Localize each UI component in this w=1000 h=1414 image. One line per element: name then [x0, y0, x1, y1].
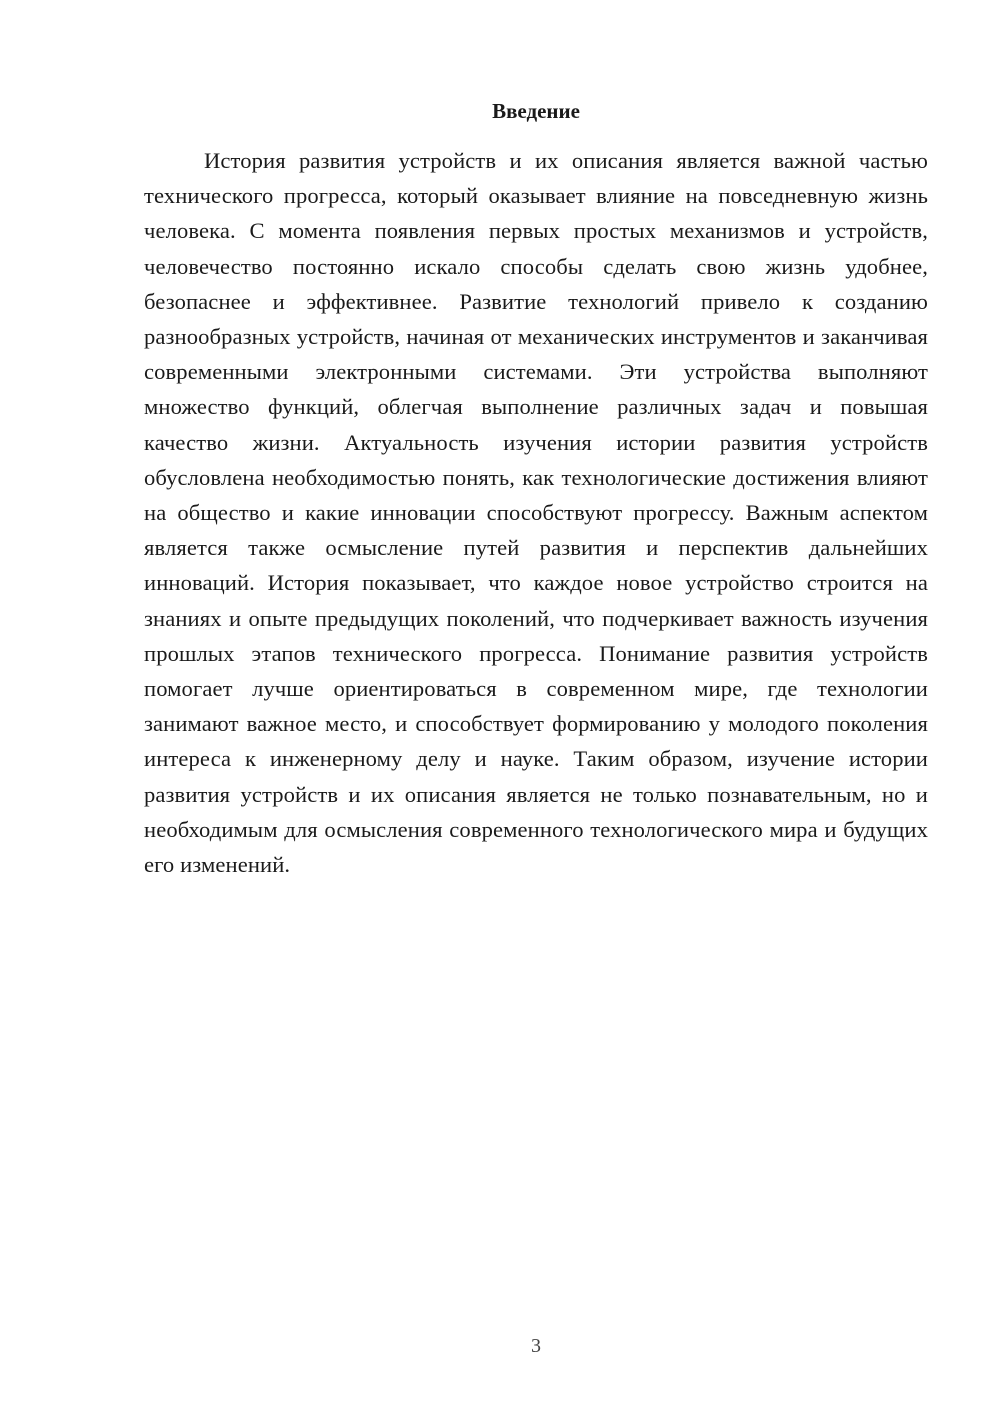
body-paragraph: История развития устройств и их описания является важной частью технического прогресса, который оказывает влияние на повседневную жизнь человека. С момента появления первых простых механизмов и устройств, человечество постоянно искало способы сделать свою жизнь удобнее, безопаснее и эффективнее. Развитие технологий привело к созданию разнообразных устройств, начиная от механических инструментов и заканчивая современными электронными системами. Эти устройства выполняют множество функций, облегчая выполнение различных задач и повышая качество жизни. Актуальность изучения истории развития устройств обусловлена необходимостью понять, как технологические достижения влияют на общество и какие инновации способствуют прогрессу. Важным аспектом является также осмысление путей развития и перспектив дальнейших инноваций. История показывает, что каждое новое устройство строится на знаниях и опыте предыдущих поколений, что подчеркивает важность изучения прошлых этапов технического прогресса. Понимание развития устройств помогает лучше ориентироваться в современном мире, где технологии занимают важное место, и способствует формированию у молодого поколения интереса к инженерному делу и науке. Таким образом, изучение истории развития устройств и их описания является не только познавательным, но и необходимым для осмысления современного технологического мира и будущих его изменений. [144, 148, 928, 878]
section-heading: Введение [492, 99, 580, 123]
page-number: 3 [531, 1335, 541, 1357]
